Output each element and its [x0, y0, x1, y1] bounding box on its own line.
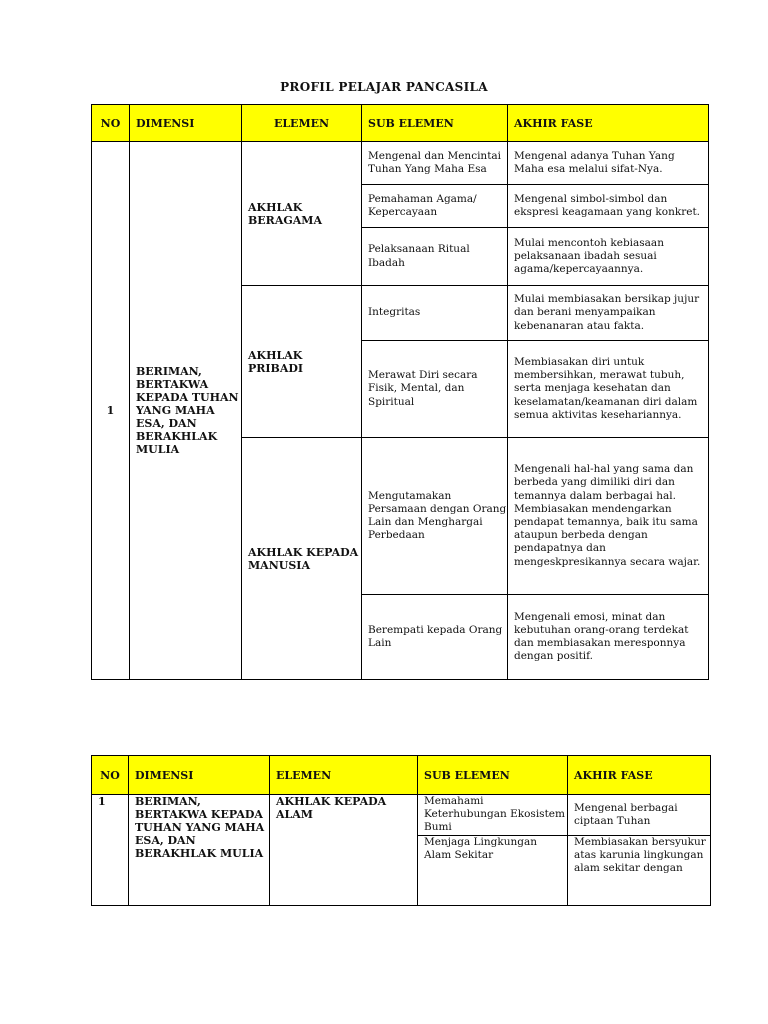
sub-elemen-cell: Pemahaman Agama/ Kepercayaan	[362, 185, 508, 228]
sub-elemen-cell: Berempati kepada Orang Lain	[362, 595, 508, 680]
profile-table-2	[91, 755, 711, 906]
sub-elemen-cell: Mengutamakan Persamaan dengan Orang Lain dan Menghargai Perbedaan	[362, 438, 508, 595]
header-dimensi: DIMENSI	[130, 105, 242, 142]
header-sub-elemen: SUB ELEMEN	[362, 105, 508, 142]
page-title: PROFIL PELAJAR PANCASILA	[280, 80, 488, 94]
akhir-fase-cell: Mengenal adanya Tuhan Yang Maha esa melalui sifat-Nya.	[508, 142, 709, 185]
dimensi-cell: BERIMAN, BERTAKWA KEPADA TUHAN YANG MAHA ESA, DAN BERAKHLAK MULIA	[130, 142, 242, 680]
table-header-row	[92, 756, 711, 795]
elemen-cell: AKHLAK BERAGAMA	[242, 142, 362, 286]
akhir-fase-cell: Mengenal simbol-simbol dan ekspresi keagamaan yang konkret.	[508, 185, 709, 228]
header-akhir-fase: AKHIR FASE	[568, 756, 711, 795]
akhir-fase-cell: Membiasakan bersyukur atas karunia lingkungan alam sekitar dengan	[568, 835, 711, 905]
table-row	[92, 795, 711, 836]
sub-elemen-cell: Mengenal dan Mencintai Tuhan Yang Maha Esa	[362, 142, 508, 185]
table-header-row	[92, 105, 709, 142]
header-elemen: ELEMEN	[270, 756, 418, 795]
table-row	[92, 142, 709, 185]
elemen-cell: AKHLAK PRIBADI	[242, 286, 362, 438]
header-no: NO	[92, 105, 130, 142]
sub-elemen-cell: Memahami Keterhubungan Ekosistem Bumi	[418, 795, 568, 836]
sub-elemen-cell: Menjaga Lingkungan Alam Sekitar	[418, 835, 568, 905]
row-number: 1	[92, 795, 129, 906]
sub-elemen-cell: Pelaksanaan Ritual Ibadah	[362, 228, 508, 286]
akhir-fase-cell: Mulai mencontoh kebiasaan pelaksanaan ibadah sesuai agama/kepercayaannya.	[508, 228, 709, 286]
akhir-fase-cell: Mulai membiasakan bersikap jujur dan berani menyampaikan kebenanaran atau fakta.	[508, 286, 709, 341]
row-number: 1	[92, 142, 130, 680]
akhir-fase-cell: Mengenal berbagai ciptaan Tuhan	[568, 795, 711, 836]
header-no: NO	[92, 756, 129, 795]
header-dimensi: DIMENSI	[129, 756, 270, 795]
elemen-cell: AKHLAK KEPADA ALAM	[270, 795, 418, 906]
akhir-fase-cell: Mengenali hal-hal yang sama dan berbeda yang dimiliki diri dan temannya dalam berbagai hal. Membiasakan mendengarkan pendapat temannya, baik itu sama ataupun berbeda dengan pendapatnya dan mengeskpresikannya secara wajar.	[508, 438, 709, 595]
akhir-fase-cell: Mengenali emosi, minat dan kebutuhan orang-orang terdekat dan membiasakan meresponnya dengan positif.	[508, 595, 709, 680]
dimensi-cell: BERIMAN, BERTAKWA KEPADA TUHAN YANG MAHA ESA, DAN BERAKHLAK MULIA	[129, 795, 270, 906]
sub-elemen-cell: Merawat Diri secara Fisik, Mental, dan Spiritual	[362, 341, 508, 438]
header-akhir-fase: AKHIR FASE	[508, 105, 709, 142]
elemen-cell: AKHLAK KEPADA MANUSIA	[242, 438, 362, 680]
header-sub-elemen: SUB ELEMEN	[418, 756, 568, 795]
header-elemen: ELEMEN	[242, 105, 362, 142]
akhir-fase-cell: Membiasakan diri untuk membersihkan, merawat tubuh, serta menjaga kesehatan dan keselamatan/keamanan diri dalam semua aktivitas kesehariannya.	[508, 341, 709, 438]
sub-elemen-cell: Integritas	[362, 286, 508, 341]
profile-table-1	[91, 104, 709, 680]
